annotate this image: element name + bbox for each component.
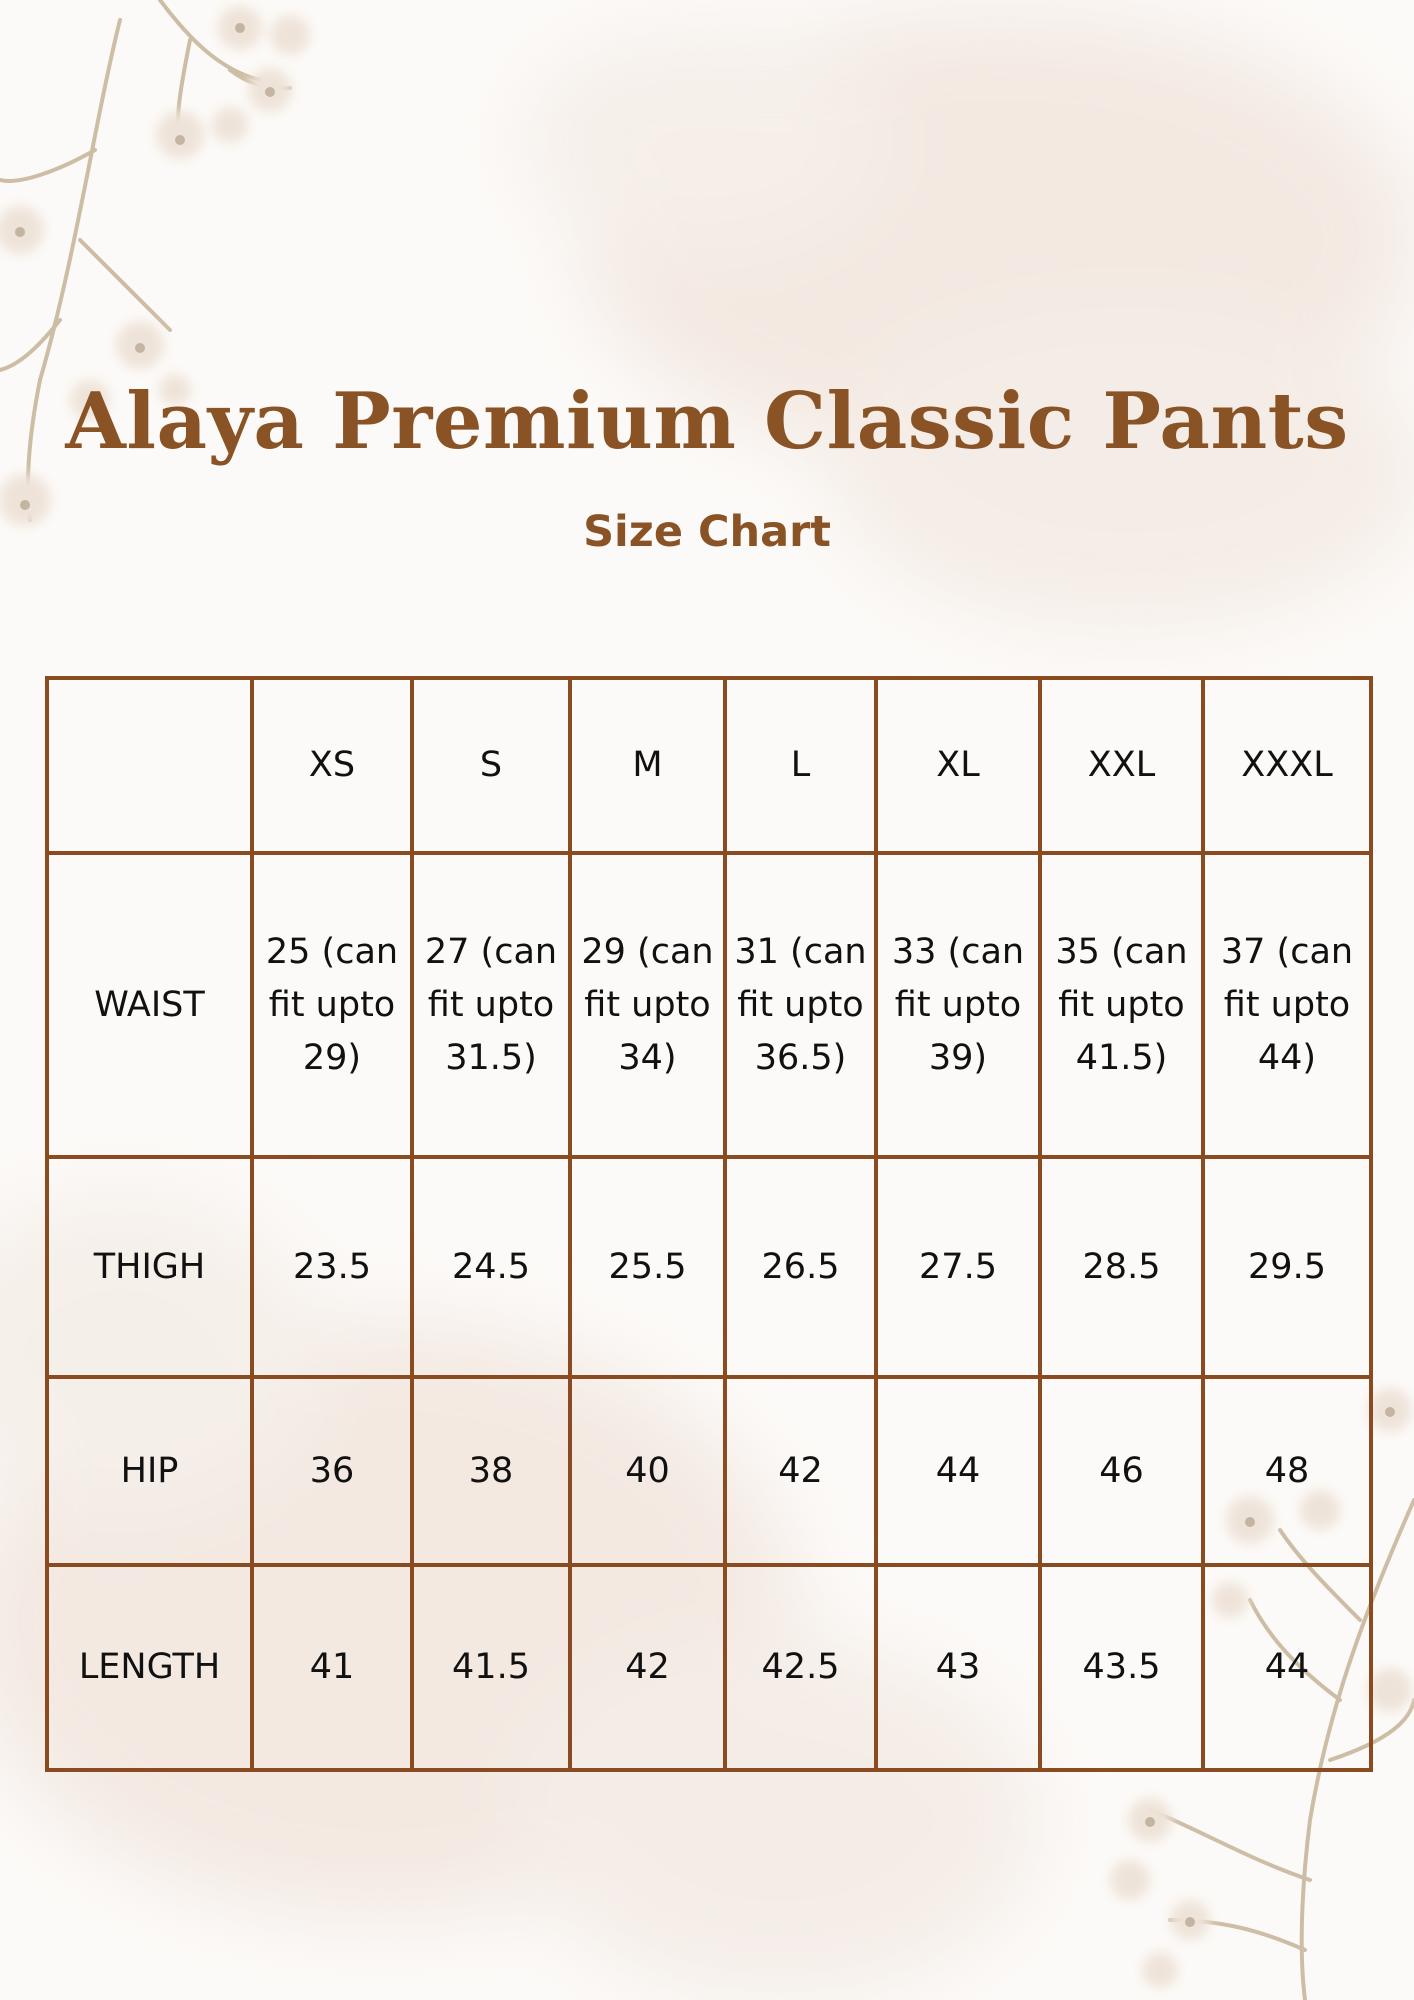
table-cell: 27.5 (876, 1157, 1040, 1377)
table-cell: 38 (412, 1377, 570, 1565)
table-cell: 25 (can fit upto 29) (252, 853, 412, 1157)
table-cell: 27 (can fit upto 31.5) (412, 853, 570, 1157)
table-cell: 41.5 (412, 1565, 570, 1770)
size-header: L (725, 678, 876, 853)
row-label: WAIST (47, 853, 252, 1157)
size-chart-table (45, 676, 1373, 1772)
table-cell: 46 (1040, 1377, 1203, 1565)
size-header: XXL (1040, 678, 1203, 853)
table-cell: 29 (can fit upto 34) (570, 853, 725, 1157)
table-cell: 36 (252, 1377, 412, 1565)
table-row (47, 1565, 1371, 1770)
page-subtitle: Size Chart (583, 507, 831, 557)
table-cell: 43.5 (1040, 1565, 1203, 1770)
table-cell: 25.5 (570, 1157, 725, 1377)
table-cell: 48 (1203, 1377, 1371, 1565)
table-cell: 28.5 (1040, 1157, 1203, 1377)
size-header: XL (876, 678, 1040, 853)
table-cell: 23.5 (252, 1157, 412, 1377)
size-header: XS (252, 678, 412, 853)
table-cell: 24.5 (412, 1157, 570, 1377)
corner-cell (47, 678, 252, 853)
row-label: HIP (47, 1377, 252, 1565)
table-cell: 40 (570, 1377, 725, 1565)
size-header: M (570, 678, 725, 853)
table-cell: 33 (can fit upto 39) (876, 853, 1040, 1157)
size-header: S (412, 678, 570, 853)
table-cell: 42.5 (725, 1565, 876, 1770)
table-cell: 29.5 (1203, 1157, 1371, 1377)
table-cell: 42 (570, 1565, 725, 1770)
table-row (47, 853, 1371, 1157)
table-cell: 44 (1203, 1565, 1371, 1770)
table-row (47, 1157, 1371, 1377)
row-label: THIGH (47, 1157, 252, 1377)
table-cell: 37 (can fit upto 44) (1203, 853, 1371, 1157)
table-cell: 43 (876, 1565, 1040, 1770)
table-cell: 41 (252, 1565, 412, 1770)
table-cell: 35 (can fit upto 41.5) (1040, 853, 1203, 1157)
table-cell: 31 (can fit upto 36.5) (725, 853, 876, 1157)
table-row (47, 1377, 1371, 1565)
table-cell: 26.5 (725, 1157, 876, 1377)
header-row (47, 678, 1371, 853)
page-title: Alaya Premium Classic Pants (65, 376, 1349, 468)
size-header: XXXL (1203, 678, 1371, 853)
table-cell: 42 (725, 1377, 876, 1565)
table-cell: 44 (876, 1377, 1040, 1565)
row-label: LENGTH (47, 1565, 252, 1770)
